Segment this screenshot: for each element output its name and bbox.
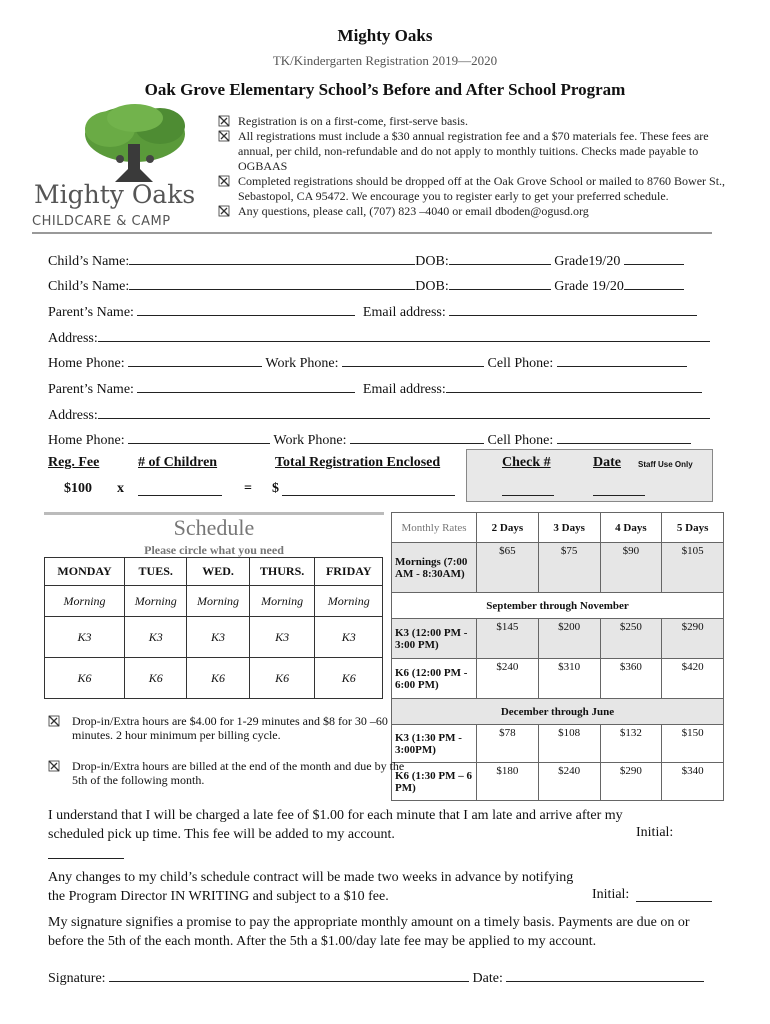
day-wednesday: WED.	[187, 558, 249, 586]
mighty-oaks-logo	[30, 104, 215, 234]
work-phone-field[interactable]	[342, 352, 484, 367]
rates-row-k3-spring	[392, 725, 724, 763]
rate-value: $90	[600, 543, 662, 593]
address-field[interactable]	[98, 327, 710, 342]
rates-header-5days: 5 Days	[662, 513, 724, 543]
parent-name-label: Parent’s Name:	[48, 382, 134, 397]
rates-header-2days: 2 Days	[477, 513, 539, 543]
check-bullet-icon	[48, 715, 60, 727]
rates-section-fall	[392, 593, 724, 619]
rates-row-mornings	[392, 543, 724, 593]
day-tuesday: TUES.	[125, 558, 187, 586]
schedule-cell[interactable]: K6	[125, 658, 187, 699]
check-bullet-icon	[218, 205, 230, 217]
child-name-row-1	[48, 250, 684, 270]
oak-tree-icon	[75, 104, 195, 184]
rate-value: $150	[662, 725, 724, 763]
date-field[interactable]	[593, 481, 645, 496]
rates-row-label: K3 (1:30 PM - 3:00PM)	[392, 725, 477, 763]
schedule-header-row	[45, 558, 383, 586]
rates-row-k6-fall	[392, 659, 724, 699]
late-fee-initial-field[interactable]	[48, 844, 124, 859]
form-subtitle: TK/Kindergarten Registration 2019—2020	[272, 53, 498, 68]
check-bullet-icon	[218, 115, 230, 127]
schedule-cell[interactable]: K6	[187, 658, 249, 699]
phone-row-1	[48, 352, 687, 372]
schedule-cell[interactable]: Morning	[315, 586, 383, 617]
date-label: Date	[593, 455, 621, 470]
cell-phone-label: Cell Phone:	[487, 433, 554, 448]
check-label: Check #	[502, 455, 551, 470]
schedule-subtitle: Please circle what you need	[144, 543, 284, 557]
bullet-item: All registrations must include a $30 annual registration fee and a $70 materials fee. These fees are annual, per child, non-refundable and do not apply to monthly tuitions. Checks made payable to OGBAAS	[218, 129, 738, 174]
late-fee-initial-label: Initial:	[636, 825, 674, 840]
schedule-cell[interactable]: Morning	[45, 586, 125, 617]
dropin-note-1: Drop-in/Extra hours are $4.00 for 1-29 minutes and $8 for 30 –60 minutes. 2 hour minimum per billing cycle.	[48, 714, 412, 742]
email-label: Email address:	[362, 305, 446, 320]
schedule-row-k6	[45, 658, 383, 699]
rate-value: $75	[538, 543, 600, 593]
changes-paragraph: Any changes to my child’s schedule contract will be made two weeks in advance by notifying the Program Director IN WRITING and subject to a $10 fee.	[48, 870, 574, 904]
address-field[interactable]	[98, 404, 710, 419]
rate-value: $65	[477, 543, 539, 593]
rates-header-3days: 3 Days	[538, 513, 600, 543]
logo-title: Mighty Oaks	[34, 180, 196, 209]
dropin-note-2: Drop-in/Extra hours are billed at the end of the month and due by the 5th of the following month.	[48, 759, 412, 787]
email-field[interactable]	[449, 301, 697, 316]
num-children-field[interactable]	[138, 481, 222, 496]
rate-value: $108	[538, 725, 600, 763]
total-field[interactable]	[282, 481, 455, 496]
grade-label: Grade19/20	[554, 254, 621, 269]
logo-subtitle: CHILDCARE & CAMP	[32, 214, 171, 229]
form-title: Mighty Oaks	[337, 26, 433, 45]
schedule-row-k3	[45, 617, 383, 658]
day-friday: FRIDAY	[315, 558, 383, 586]
schedule-table	[44, 557, 383, 699]
rate-value: $145	[477, 619, 539, 659]
rates-row-label: K3 (12:00 PM - 3:00 PM)	[392, 619, 477, 659]
address-row-2	[48, 404, 710, 424]
rate-value: $240	[477, 659, 539, 699]
home-phone-field[interactable]	[128, 352, 262, 367]
bullet-item: Registration is on a first-come, first-serve basis.	[218, 114, 738, 129]
signature-date-field[interactable]	[506, 967, 704, 982]
equals-sign: =	[244, 481, 252, 496]
signature-label: Signature:	[48, 971, 106, 986]
schedule-cell[interactable]: K3	[125, 617, 187, 658]
signature-date-label: Date:	[472, 971, 503, 986]
divider	[32, 232, 712, 234]
fee-amount: $100	[64, 481, 92, 496]
dob-field[interactable]	[449, 275, 551, 290]
section-label: September through November	[392, 593, 724, 619]
grade-field[interactable]	[624, 250, 684, 265]
bullet-item: Any questions, please call, (707) 823 –4040 or email dboden@ogusd.org	[218, 204, 738, 219]
signature-row	[48, 967, 704, 987]
schedule-row-morning	[45, 586, 383, 617]
staff-use-label: Staff Use Only	[638, 460, 693, 469]
child-name-field[interactable]	[129, 250, 415, 265]
rates-row-label: Mornings (7:00 AM - 8:30AM)	[392, 543, 477, 593]
changes-initial-field[interactable]	[636, 887, 712, 902]
rate-value: $240	[538, 763, 600, 801]
changes-initial-label: Initial:	[592, 887, 630, 902]
child-name-label: Child’s Name:	[48, 279, 130, 294]
schedule-cell[interactable]: K6	[315, 658, 383, 699]
parent-row-1	[48, 301, 697, 321]
rates-row-k3-fall	[392, 619, 724, 659]
reg-fee-label: Reg. Fee	[48, 455, 100, 470]
rate-value: $78	[477, 725, 539, 763]
parent-name-field[interactable]	[137, 301, 355, 316]
dollar-sign: $	[272, 481, 279, 496]
dob-label: DOB:	[415, 254, 449, 269]
email-label: Email address:	[362, 382, 446, 397]
rates-header-4days: 4 Days	[600, 513, 662, 543]
parent-row-2	[48, 378, 702, 398]
schedule-cell[interactable]: K6	[249, 658, 315, 699]
address-label: Address:	[48, 331, 98, 346]
rates-header-label: Monthly Rates	[392, 513, 477, 543]
rates-row-k6-spring	[392, 763, 724, 801]
schedule-cell[interactable]: Morning	[187, 586, 249, 617]
work-phone-label: Work Phone:	[273, 433, 347, 448]
schedule-cell[interactable]: Morning	[249, 586, 315, 617]
work-phone-label: Work Phone:	[265, 356, 339, 371]
parent-name-label: Parent’s Name:	[48, 305, 134, 320]
day-monday: MONDAY	[45, 558, 125, 586]
address-label: Address:	[48, 408, 98, 423]
program-title: Oak Grove Elementary School’s Before and After School Program	[144, 80, 626, 99]
late-fee-paragraph: I understand that I will be charged a late fee of $1.00 for each minute that I am late and arrive after my scheduled pick up time. This fee will be added to my account.	[48, 808, 623, 842]
phone-row-2	[48, 429, 691, 449]
rate-value: $200	[538, 619, 600, 659]
schedule-title: Schedule	[173, 515, 255, 540]
day-thursday: THURS.	[249, 558, 315, 586]
rate-value: $180	[477, 763, 539, 801]
home-phone-label: Home Phone:	[48, 356, 125, 371]
signature-field[interactable]	[109, 967, 469, 982]
schedule-cell[interactable]: K6	[45, 658, 125, 699]
home-phone-label: Home Phone:	[48, 433, 125, 448]
num-children-label: # of Children	[138, 455, 218, 470]
check-bullet-icon	[48, 760, 60, 772]
rate-value: $340	[662, 763, 724, 801]
email-field[interactable]	[446, 378, 702, 393]
cell-phone-label: Cell Phone:	[487, 356, 554, 371]
rates-row-label: K6 (1:30 PM – 6 PM)	[392, 763, 477, 801]
rate-value: $132	[600, 725, 662, 763]
times-sign: x	[117, 481, 124, 496]
work-phone-field[interactable]	[350, 429, 484, 444]
cell-phone-field[interactable]	[557, 352, 687, 367]
schedule-cell[interactable]: Morning	[125, 586, 187, 617]
total-label: Total Registration Enclosed	[275, 455, 441, 470]
check-bullet-icon	[218, 130, 230, 142]
rate-value: $290	[600, 763, 662, 801]
rate-value: $310	[538, 659, 600, 699]
schedule-cell[interactable]: K3	[315, 617, 383, 658]
section-label: December through June	[392, 699, 724, 725]
signature-paragraph: My signature signifies a promise to pay the appropriate monthly amount on a timely basis. Payments are due on or before the 5th of the each month. After the 5th a $1.00/day late fee may be applied to my account.	[48, 915, 690, 949]
rates-row-label: K6 (12:00 PM - 6:00 PM)	[392, 659, 477, 699]
bullet-item: Completed registrations should be dropped off at the Oak Grove School or mailed to 8760 Bower St., Sebastopol, CA 95472. We encourage you to register early to get your preferred schedule.	[218, 174, 738, 204]
check-field[interactable]	[502, 481, 554, 496]
info-bullets	[218, 114, 738, 219]
monthly-rates-table	[391, 512, 724, 801]
rate-value: $290	[662, 619, 724, 659]
rate-value: $360	[600, 659, 662, 699]
check-bullet-icon	[218, 175, 230, 187]
child-name-field[interactable]	[129, 275, 415, 290]
rate-value: $420	[662, 659, 724, 699]
grade-field[interactable]	[624, 275, 684, 290]
dob-label: DOB:	[415, 279, 449, 294]
parent-name-field[interactable]	[137, 378, 355, 393]
address-row-1	[48, 327, 710, 347]
schedule-cell[interactable]: K3	[249, 617, 315, 658]
home-phone-field[interactable]	[128, 429, 270, 444]
child-name-row-2	[48, 275, 684, 295]
cell-phone-field[interactable]	[557, 429, 691, 444]
rates-section-spring	[392, 699, 724, 725]
schedule-cell[interactable]: K3	[45, 617, 125, 658]
dob-field[interactable]	[449, 250, 551, 265]
rates-header-row	[392, 513, 724, 543]
schedule-cell[interactable]: K3	[187, 617, 249, 658]
rate-value: $105	[662, 543, 724, 593]
child-name-label: Child’s Name:	[48, 254, 130, 269]
rate-value: $250	[600, 619, 662, 659]
grade-label: Grade 19/20	[554, 279, 624, 294]
